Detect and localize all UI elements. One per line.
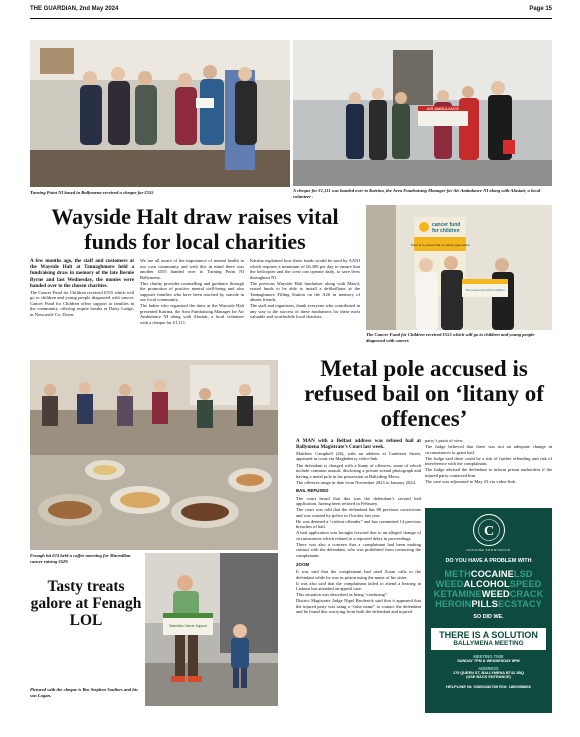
caption-cancer-fund: The Cancer Fund for Children received £555 which will go to children and young people diagnosed with cancer.: [366, 332, 535, 343]
ca-helpline: HELPLINE NI: 03300432789 ROI: 1800998866: [446, 684, 531, 689]
ca-substance-word: KETAMINE: [433, 589, 482, 599]
wayside-col-2: [140, 258, 244, 326]
ca-question: DO YOU HAVE A PROBLEM WITH: [445, 558, 532, 564]
wayside-lead: A few months ago, the staff and customers at the Wayside Halt at Tannaghmore held a fundraising draw in memory of the late Bernie Byrne and last Wednesday, the monies were handed over to the chosen charities.: [30, 258, 134, 289]
ca-so-did-we: SO DID WE.: [473, 614, 504, 620]
photo-cheque-presentation: [145, 553, 278, 706]
ca-substance-row: [425, 589, 552, 599]
ca-substance-word: COCAINE: [470, 569, 514, 579]
metal-para: The Judge advised the defendant to inform prison authorities if the injured party contacted him.: [425, 467, 552, 478]
photo-air-ambulance: [293, 40, 552, 186]
ca-substance-row: [425, 579, 552, 589]
wayside-para: The Cancer Fund for Children received £555 which will go to children and young people diagnosed with cancer. Cancer Fund for Children offers support to families in the community, offering respite breaks at Daisy Lodge, in Newcastle Co. Down.: [30, 289, 134, 317]
wayside-para: The previous Wayside Halt fundraiser along with Mazol, raised funds to be able to install a defibrillator at the Tannaghmore Filling Station on the A26 in memory of absent friends.: [250, 280, 360, 303]
ca-substance-word: ECSTACY: [497, 599, 542, 609]
ca-address-label: ADDRESS: [478, 666, 499, 671]
metal-col-2: [425, 438, 552, 485]
ca-meeting-time: SUNDAY 7PM & WEDNESDAY 8PM: [457, 659, 520, 663]
ca-solution-box: [431, 628, 546, 650]
caption-air-ambulance: A cheque for £1,111 was handed over to Katrina, the Area Fundraising Manager for Air Ambulance NI along with Alastair, a local volunteer .: [293, 188, 541, 199]
metal-para: The defendant is charged with a litany of offences, some of which include common assault, disclosing a private sexual photograph and having a metal pole in his possession at Ballyding Mews.: [296, 462, 421, 479]
header-rule: [30, 18, 552, 19]
ca-substance-word: WEED: [435, 579, 464, 589]
sign-text-line-1: cancer fund: [432, 222, 461, 228]
wayside-para: Katrina explained how these funds would be used by AANI which requires a minimum of £6,300 per day to ensure that the helicopter and the crew can operate daily, to save lives throughout NI.: [250, 258, 360, 280]
metal-para: The court was told that the defendant has 88 previous convictions and was wanted by police in October last year.: [296, 507, 421, 518]
metal-para: The Judge believed that there was not an adequate change in circumstances to grant bail.: [425, 444, 552, 455]
ca-substance-grid: [425, 569, 552, 609]
ca-substance-word: HEROIN: [435, 599, 472, 609]
wayside-para: The staff and organisers, thank everyone who contributed in any way to the success of these fundraisers for these most valuable and worthwhile local charities.: [250, 303, 360, 320]
page-header: [30, 6, 552, 18]
wayside-para: The ladies who organised the draw at the Wayside Halt presented Katrina, the Area Fundraising Manager for Air Ambulance NI along with Alastair, a local volunteer with a cheque for £1,111.: [140, 303, 244, 326]
photo-coffee-morning: [30, 360, 278, 550]
wayside-headline: Wayside Halt draw raises vital funds for local charities: [51, 204, 339, 254]
metal-headline: Metal pole accused is refused bail on ‘litany of offences’: [304, 356, 544, 431]
metal-para: The Judge said there could be a risk of further offending and risk of interference with the complainant.: [425, 455, 552, 467]
cancer-cheque-text: The Cancer Fund for Children: [465, 288, 505, 292]
ca-logo-ring-text: COCAINE ANONYMOUS: [466, 548, 511, 552]
metal-lead: A MAN with a Belfast address was refused bail at Ballymena Magistrate’s Court last week.: [296, 438, 421, 451]
metal-para: The case was adjourned to May 23 via video-link.: [425, 478, 517, 484]
metal-para: He was deemed a “violent offender” and has committed 14 previous breaches of bail.: [296, 518, 421, 530]
ca-substance-row: [425, 569, 552, 579]
ca-logo: [472, 513, 506, 547]
ca-substance-word: PILLS: [471, 599, 498, 609]
ca-meeting: BALLYMENA MEETING: [453, 640, 524, 647]
sign-text-line-2: for children: [432, 228, 460, 234]
ca-logo-letter: C: [483, 524, 494, 539]
ca-substance-row: [425, 599, 552, 609]
wayside-para: We are all aware of the importance of mental health in our own community and with this in mind there was another £555 handed over to Turning Point NI Ballymena.: [140, 258, 244, 280]
macmillan-cheque-text: Macmillan Cancer Support: [169, 624, 207, 628]
caption-turning-point: Turning Point NI based in Ballymena received a cheque for £555: [30, 190, 154, 195]
metal-para: This situation was described as being “confusing”.: [296, 592, 389, 598]
wayside-col-3: [250, 258, 360, 321]
paper-date: THE GUARDIAN, 2nd May 2024: [30, 6, 119, 12]
ca-solution: THERE IS A SOLUTION: [439, 630, 538, 640]
metal-para: It was said that the complainant had used Zoom calls to the defendant while he was in prison using the name of his sister.: [296, 568, 421, 580]
metal-para: The court heard that this was the defendant’s second bail application, having been refused in February.: [296, 495, 421, 507]
caption-coffee-morning: Fenagh hit 674 held a coffee morning for Macmillan cancer raising £629.: [30, 553, 131, 564]
ca-substance-word: METH: [444, 569, 471, 579]
ca-substance-word: LSD: [513, 569, 533, 579]
metal-para: party’s point of view.: [425, 438, 464, 443]
metal-subhead-bail: BAIL REFUSED: [296, 488, 329, 494]
ca-substance-word: SPEED: [509, 579, 542, 589]
metal-subhead-zoom: ZOOM: [296, 561, 310, 567]
ca-meeting-time-label: MEETING TIME: [473, 654, 504, 659]
ca-address-note: (USE BACK ENTRANCE): [466, 675, 511, 679]
sign-banner-text: There is to ensure that no cancer goes alone: [410, 243, 470, 247]
ca-substance-word: CRACK: [509, 589, 544, 599]
page-number: Page 15: [529, 6, 552, 12]
ca-address: 179 QUEEN ST, BALLYMENA BT42 2BQ: [452, 671, 525, 675]
metal-para: District Magistrate Judge Nigel Broderick said that it appeared that the injured party was using a “false name” to contact the defendant and he found this worrying from both the defendant and injured: [296, 598, 421, 615]
wayside-col-1: [30, 258, 134, 318]
metal-para: Matthew Campbell (26), with an address at Camberst Street, appeared in court via Maghaberry video-link.: [296, 450, 421, 462]
metal-para: It was also said that the complainant failed to attend a hearing in Lisburn but attended an appeal case.: [296, 580, 421, 592]
tasty-headline: Tasty treats galore at Fenagh LOL: [30, 578, 142, 629]
metal-para: The offences range in date from November 2023 to January 2024.: [296, 479, 416, 485]
air-ambulance-banner-text: AIR AMBULANCE: [426, 106, 460, 111]
ca-substance-word: ALCOHOL: [463, 579, 510, 589]
caption-cheque-presentation: Pictured with the cheque is Bro Stephen Soulters and his son Logan.: [30, 687, 138, 698]
wayside-para: This charity provides counselling and guidance through the promotion of positive mental well-being and also supports families who have been touched by suicide in our local community.: [140, 280, 244, 303]
photo-cancer-fund: [366, 205, 552, 330]
ca-substance-word: WEED: [481, 589, 510, 599]
metal-para: There was also a concern that a complainant had been making contact with the defendant, who was prohibited from contacting the complainant.: [296, 541, 421, 559]
metal-para: A bail application was brought forward due to an alleged change of circumstances which related to a reported delay in proceedings.: [296, 530, 421, 541]
photo-turning-point: [30, 40, 290, 187]
metal-col-1: [296, 438, 421, 615]
ca-advert: [425, 508, 552, 713]
